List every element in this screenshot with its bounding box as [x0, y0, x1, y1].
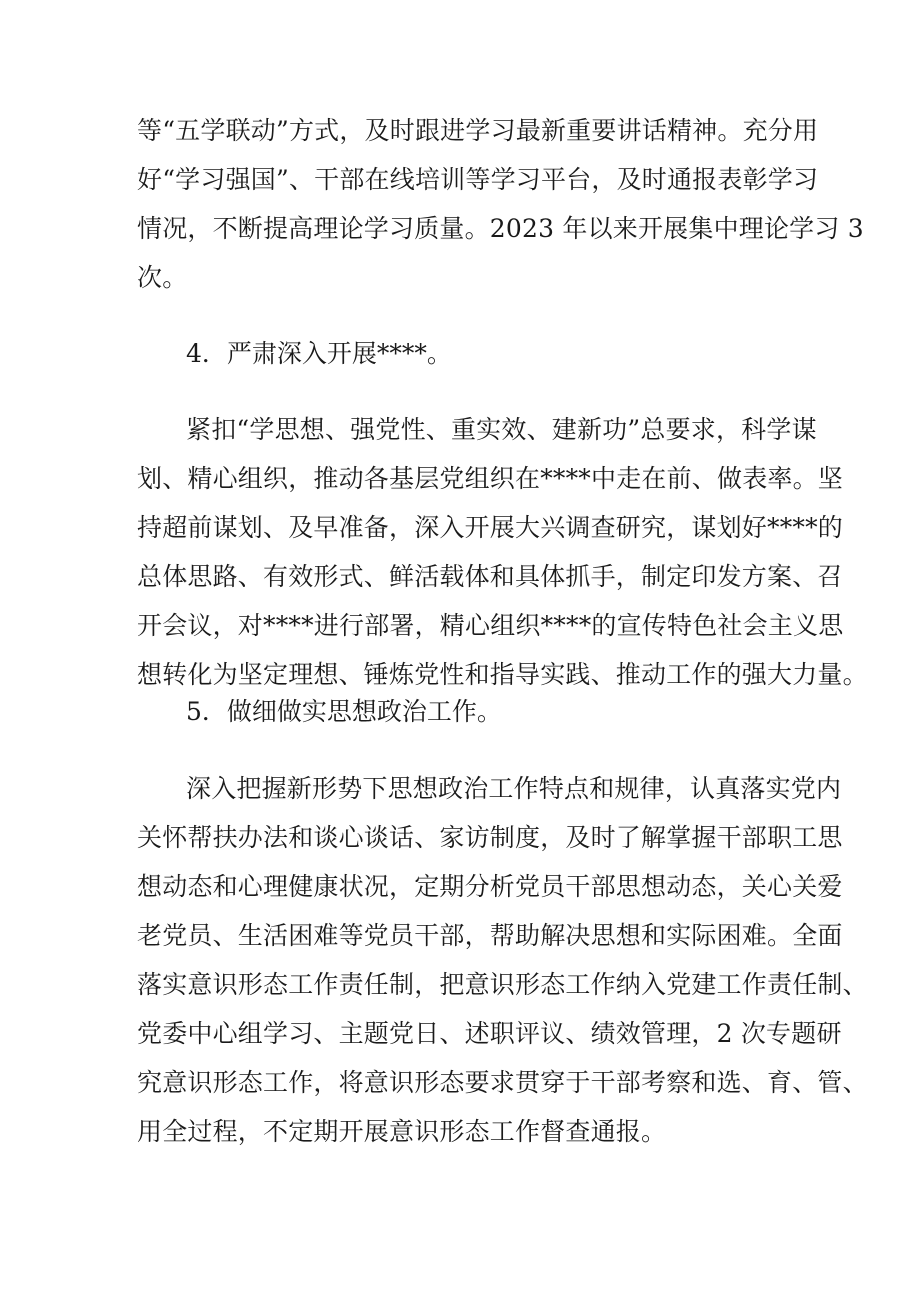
- paragraph-line: 老党员、生活困难等党员干部，帮助解决思想和实际困难。全面: [137, 921, 843, 950]
- paragraph-line: 究意识形态工作，将意识形态要求贯穿于干部考察和选、育、管、: [137, 1068, 868, 1097]
- paragraph-line: 用全过程，不定期开展意识形态工作督查通报。: [137, 1117, 667, 1146]
- paragraph-line: 紧扣“学思想、强党性、重实效、建新功”总要求，科学谋: [186, 415, 817, 444]
- paragraph-line: 等“五学联动”方式，及时跟进学习最新重要讲话精神。充分用: [137, 116, 819, 145]
- paragraph-line: 想动态和心理健康状况，定期分析党员干部思想动态，关心关爱: [137, 872, 843, 901]
- section-heading-5: 5．做细做实思想政治工作。: [186, 697, 502, 726]
- paragraph-line: 想转化为坚定理想、锤炼党性和指导实践、推动工作的强大力量。: [137, 660, 868, 689]
- paragraph-line: 深入把握新形势下思想政治工作特点和规律，认真落实党内: [186, 774, 842, 803]
- paragraph-line: 落实意识形态工作责任制，把意识形态工作纳入党建工作责任制、: [137, 970, 868, 999]
- paragraph-line: 关怀帮扶办法和谈心谈话、家访制度，及时了解掌握干部职工思: [137, 823, 843, 852]
- paragraph-line: 情况，不断提高理论学习质量。2023 年以来开展集中理论学习 3: [137, 214, 864, 243]
- paragraph-line: 开会议，对****进行部署，精心组织****的宣传特色社会主义思: [137, 611, 844, 640]
- paragraph-line: 划、精心组织，推动各基层党组织在****中走在前、做表率。坚: [137, 464, 844, 493]
- paragraph-line: 持超前谋划、及早准备，深入开展大兴调查研究，谋划好****的: [137, 513, 844, 542]
- paragraph-line: 总体思路、有效形式、鲜活载体和具体抓手，制定印发方案、召: [137, 562, 843, 591]
- section-heading-4: 4．严肃深入开展****。: [186, 339, 452, 368]
- paragraph-line: 好“学习强国”、干部在线培训等学习平台，及时通报表彰学习: [137, 165, 819, 194]
- paragraph-line: 次。: [137, 263, 188, 292]
- paragraph-line: 党委中心组学习、主题党日、述职评议、绩效管理，2 次专题研: [137, 1019, 842, 1048]
